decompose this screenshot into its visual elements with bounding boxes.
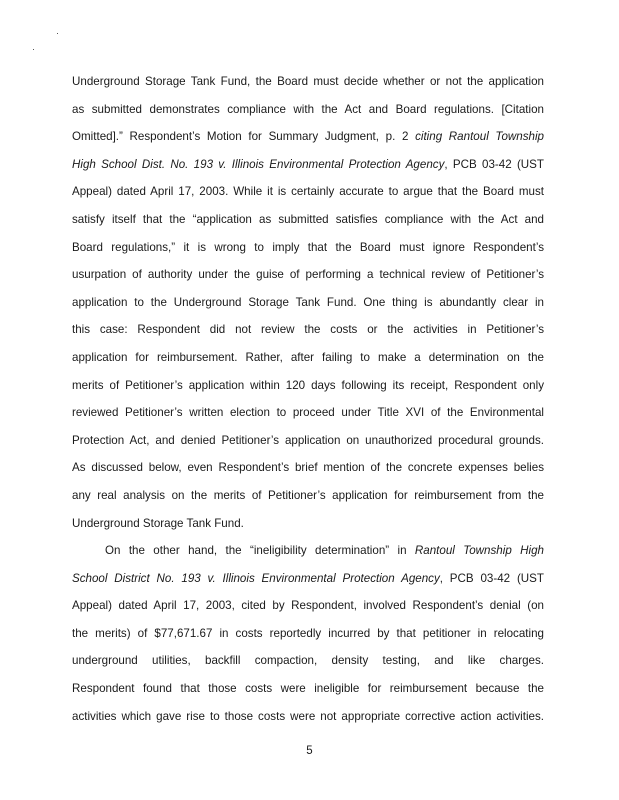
text-segment: the merits) of $77,671.67 in costs reportedly incurred by that petitioner in relocating: [72, 626, 544, 640]
italic-segment: Rantoul Township High: [414, 544, 544, 558]
text-line: [72, 537, 544, 565]
text-line: [72, 234, 544, 262]
text-line: [72, 206, 544, 234]
text-segment: , PCB 03-42 (UST: [444, 157, 544, 171]
text-segment: as submitted demonstrates compliance with the Act and Board regulations. [Citation: [72, 102, 544, 116]
text-segment: satisfy itself that the “application as submitted satisfies compliance with the Act and: [72, 212, 544, 226]
text-segment: As discussed below, even Respondent’s brief mention of the concrete expenses belies: [72, 461, 544, 475]
text-line: [72, 675, 544, 703]
text-line: [72, 96, 544, 124]
text-line: [72, 178, 544, 206]
text-segment: application for reimbursement. Rather, after failing to make a determination on the: [72, 350, 544, 364]
text-line: [72, 372, 544, 400]
text-segment: Respondent found that those costs were ineligible for reimbursement because the: [72, 682, 544, 696]
text-segment: application to the Underground Storage Tank Fund. One thing is abundantly clear in: [72, 295, 544, 309]
text-segment: Underground Storage Tank Fund.: [72, 516, 244, 530]
text-line: [72, 261, 544, 289]
italic-segment: School District No. 193 v. Illinois Environmental Protection Agency: [72, 571, 440, 585]
text-segment: merits of Petitioner’s application within 120 days following its receipt, Respondent only: [72, 378, 544, 392]
italic-segment: citing Rantoul Township: [415, 130, 544, 144]
text-segment: this case: Respondent did not review the costs or the activities in Petitioner’s: [72, 323, 544, 337]
text-segment: , PCB 03-42 (UST: [439, 571, 544, 585]
text-segment: underground utilities, backfill compaction, density testing, and like charges.: [72, 654, 544, 668]
text-segment: activities which gave rise to those costs were not appropriate corrective action activities.: [72, 709, 544, 723]
text-line: [72, 703, 544, 731]
page-number: 5: [306, 745, 313, 757]
text-line: [72, 427, 544, 455]
text-line: [72, 592, 544, 620]
text-segment: Appeal) dated April 17, 2003, cited by Respondent, involved Respondent’s denial (on: [72, 599, 544, 613]
text-line: [72, 316, 544, 344]
text-segment: usurpation of authority under the guise of performing a technical review of Petitioner’s: [72, 268, 544, 282]
text-line: [72, 344, 544, 372]
text-line: [72, 620, 544, 648]
text-line: [72, 565, 544, 593]
text-line: [72, 68, 544, 96]
body-text: [72, 68, 544, 730]
text-segment: Appeal) dated April 17, 2003. While it is certainly accurate to argue that the Board must: [72, 185, 544, 199]
text-line: [72, 647, 544, 675]
text-line: [72, 454, 544, 482]
text-line: [72, 123, 544, 151]
scan-speck: [33, 49, 34, 50]
text-line: [72, 399, 544, 427]
text-segment: Board regulations,” it is wrong to imply that the Board must ignore Respondent’s: [72, 240, 544, 254]
text-line: [72, 482, 544, 510]
text-line: [72, 151, 544, 179]
text-segment: reviewed Petitioner’s written election to proceed under Title XVI of the Environmental: [72, 406, 544, 420]
text-line: [72, 289, 544, 317]
text-segment: Protection Act, and denied Petitioner’s application on unauthorized procedural grounds.: [72, 433, 544, 447]
scan-speck: [57, 33, 58, 34]
italic-segment: High School Dist. No. 193 v. Illinois Environmental Protection Agency: [72, 157, 445, 171]
text-segment: Underground Storage Tank Fund, the Board must decide whether or not the application: [72, 75, 544, 88]
text-line: [72, 510, 544, 538]
text-segment: Omitted].” Respondent’s Motion for Summary Judgment, p. 2: [72, 130, 416, 144]
text-segment: any real analysis on the merits of Petitioner’s application for reimbursement from the: [72, 488, 544, 502]
text-segment: On the other hand, the “ineligibility determination” in: [105, 544, 415, 558]
